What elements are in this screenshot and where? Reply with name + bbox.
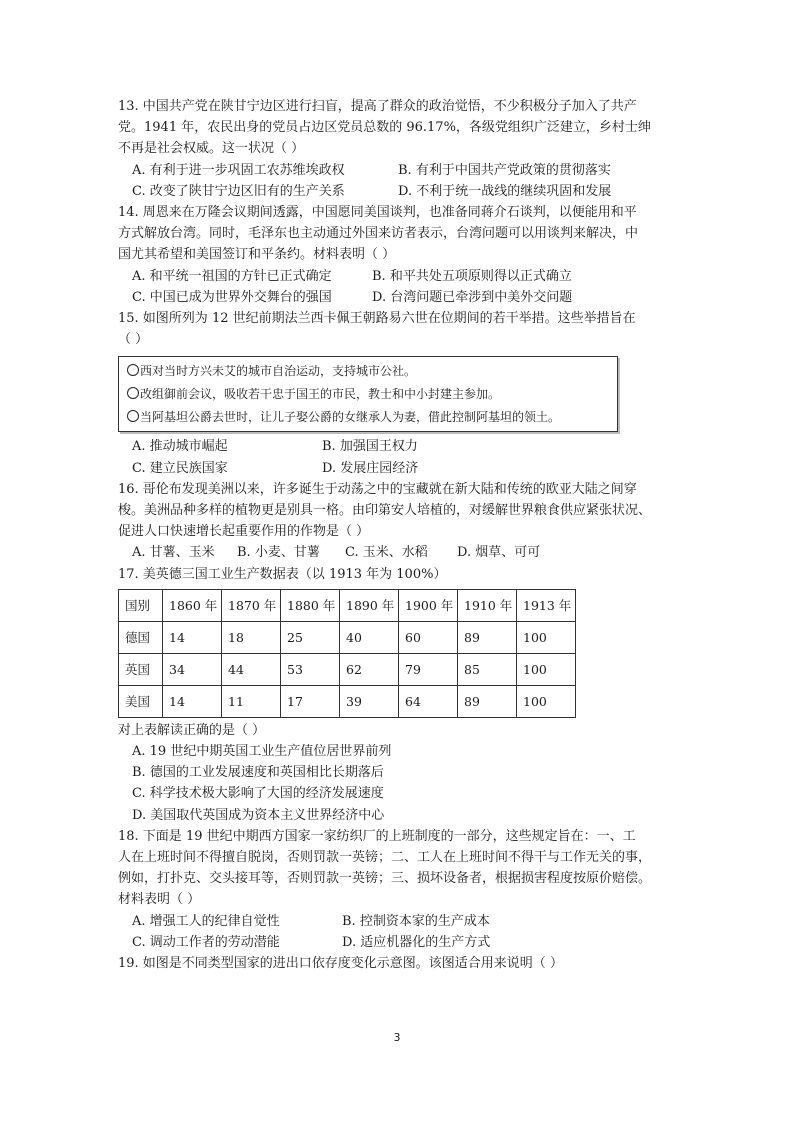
circle-bullet-icon <box>127 410 139 422</box>
question-text-line: 13. 中国共产党在陕甘宁边区进行扫盲，提高了群众的政治觉悟，不少积极分子加入了共产 <box>118 99 637 114</box>
table-row <box>119 621 576 653</box>
option-a: A. 推动城市崛起 <box>132 439 228 455</box>
option-d: D. 烟草、可可 <box>457 545 541 561</box>
table-cell: 64 <box>399 685 458 717</box>
options-row <box>118 181 678 202</box>
table-cell: 100 <box>517 621 576 653</box>
table-cell: 17 <box>281 685 340 717</box>
table-header-row <box>119 589 576 621</box>
option-d: D. 适应机器化的生产方式 <box>342 934 491 950</box>
table-row <box>119 685 576 717</box>
measure-text: 当阿基坦公爵去世时，让儿子娶公爵的女继承人为妻，借此控制阿基坦的领土。 <box>140 410 561 425</box>
measure-item <box>127 360 611 383</box>
measure-item <box>127 383 611 406</box>
option-c: C. 调动工作者的劳动潜能 <box>132 934 280 950</box>
table-cell: 40 <box>340 621 399 653</box>
circle-bullet-icon <box>127 387 139 399</box>
table-cell: 34 <box>163 653 222 685</box>
options-row <box>118 436 678 457</box>
option-c: C. 科学技术极大影响了大国的经济发展速度 <box>132 786 384 802</box>
option-b: B. 控制资本家的生产成本 <box>342 913 490 929</box>
page-number: 3 <box>393 1031 401 1044</box>
question-text-line: 不再是社会权威。这一状况（ ） <box>118 141 305 157</box>
question-text-line: 18. 下面是 19 世纪中期西方国家一家纺织厂的上班制度的一部分，这些规定旨在：一、工 <box>118 828 636 844</box>
options-row <box>118 266 678 287</box>
table-cell: 85 <box>458 653 517 685</box>
question-text-line: 促进人口快速增长起重要作用的作物是（ ） <box>118 524 370 540</box>
question-15 <box>118 308 678 479</box>
question-16 <box>118 479 678 564</box>
measures-box <box>118 356 618 432</box>
table-cell: 100 <box>517 653 576 685</box>
question-text-line: 材料表明（ ） <box>118 892 201 908</box>
options-row <box>118 458 678 479</box>
question-text-line: 梭。美洲品种多样的植物更是别具一格。由印第安人培植的，对缓解世界粮食供应紧张状况、 <box>118 503 652 519</box>
table-cell: 44 <box>222 653 281 685</box>
options-row <box>118 287 678 308</box>
question-text-line: 方式解放台湾。同时，毛泽东也主动通过外国来访者表示，台湾问题可以用谈判来解决，中 <box>118 226 639 242</box>
question-19 <box>118 953 678 974</box>
option-d: D. 不利于统一战线的继续巩固和发展 <box>398 183 612 199</box>
question-title: 17. 美英德三国工业生产数据表（以 1913 年为 100%） <box>118 566 447 582</box>
table-header-cell: 1860 年 <box>163 589 222 621</box>
question-text-line: 党。1941 年，农民出身的党员占边区党员总数的 96.17%，各级党组织广泛建立，乡村士绅 <box>118 120 651 136</box>
table-cell: 25 <box>281 621 340 653</box>
table-cell: 100 <box>517 685 576 717</box>
measure-text: 改组御前会议，吸收若干忠于国王的市民，教士和中小封建主参加。 <box>140 387 501 402</box>
table-cell: 德国 <box>119 621 163 653</box>
question-18 <box>118 826 678 953</box>
table-cell: 79 <box>399 653 458 685</box>
option-b: B. 小麦、甘薯 <box>237 545 320 561</box>
measure-item <box>127 406 611 429</box>
options-row <box>118 160 678 181</box>
table-header-cell: 1910 年 <box>458 589 517 621</box>
options-row <box>118 932 678 953</box>
question-text-line: 国尤其希望和美国签订和平条约。材料表明（ ） <box>118 247 396 263</box>
circle-bullet-icon <box>127 364 139 376</box>
option-b: B. 有利于中国共产党政策的贯彻落实 <box>398 162 611 178</box>
table-cell: 18 <box>222 621 281 653</box>
table-cell: 60 <box>399 621 458 653</box>
question-text-line: （ ） <box>118 332 149 348</box>
table-row <box>119 653 576 685</box>
question-stem: 对上表解读正确的是（ ） <box>118 722 266 738</box>
option-a: A. 和平统一祖国的方针已正式确定 <box>132 268 332 284</box>
option-d: D. 发展庄园经济 <box>322 460 419 476</box>
table-cell: 89 <box>458 621 517 653</box>
table-cell: 11 <box>222 685 281 717</box>
option-c: C. 建立民族国家 <box>132 460 228 476</box>
table-cell: 14 <box>163 621 222 653</box>
table-header-cell: 1890 年 <box>340 589 399 621</box>
question-17 <box>118 564 678 826</box>
option-c: C. 中国已成为世界外交舞台的强国 <box>132 289 332 305</box>
options-row <box>118 542 678 563</box>
option-a: A. 19 世纪中期英国工业生产值位居世界前列 <box>132 744 392 760</box>
option-a: A. 有利于进一步巩固工农苏维埃政权 <box>132 162 345 178</box>
page-content <box>118 96 678 974</box>
option-d: D. 美国取代英国成为资本主义世界经济中心 <box>132 807 385 823</box>
option-b: B. 和平共处五项原则得以正式确立 <box>372 268 572 284</box>
option-b: B. 德国的工业发展速度和英国相比长期落后 <box>132 765 384 781</box>
question-14 <box>118 202 678 308</box>
question-13 <box>118 96 678 202</box>
option-c: C. 玉米、水稻 <box>345 545 428 561</box>
table-cell: 62 <box>340 653 399 685</box>
question-text-line: 14. 周恩来在万隆会议期间透露，中国愿同美国谈判，也准备同蒋介石谈判，以便能用和平 <box>118 205 637 221</box>
option-b: B. 加强国王权力 <box>322 439 418 455</box>
question-text-line: 例如，打扑克、交头接耳等，否则罚款一英镑；三、损坏设备者，根据损害程度按原价赔偿。 <box>118 871 652 887</box>
table-cell: 53 <box>281 653 340 685</box>
table-header-cell: 1880 年 <box>281 589 340 621</box>
question-text-line: 16. 哥伦布发现美洲以来，许多诞生于动荡之中的宝藏就在新大陆和传统的欧亚大陆之间穿 <box>118 481 637 497</box>
table-header-cell: 1870 年 <box>222 589 281 621</box>
table-cell: 14 <box>163 685 222 717</box>
measure-text: 西对当时方兴未艾的城市自治运动，支持城市公社。 <box>140 364 417 379</box>
table-header-cell: 1900 年 <box>399 589 458 621</box>
table-cell: 39 <box>340 685 399 717</box>
table-cell: 英国 <box>119 653 163 685</box>
options-row <box>118 911 678 932</box>
option-a: A. 甘薯、玉米 <box>132 545 215 561</box>
question-text-line: 人在上班时间不得擅自脱岗，否则罚款一英镑；二、工人在上班时间不得干与工作无关的事， <box>118 850 652 866</box>
table-cell: 美国 <box>119 685 163 717</box>
option-a: A. 增强工人的纪律自觉性 <box>132 913 280 929</box>
table-header-cell: 1913 年 <box>517 589 576 621</box>
option-c: C. 改变了陕甘宁边区旧有的生产关系 <box>132 183 345 199</box>
option-d: D. 台湾问题已牵涉到中美外交问题 <box>372 289 573 305</box>
question-text-line: 19. 如图是不同类型国家的进出口依存度变化示意图。该图适合用来说明（ ） <box>118 956 563 972</box>
table-cell: 89 <box>458 685 517 717</box>
industry-data-table <box>118 589 576 718</box>
question-text-line: 15. 如图所列为 12 世纪前期法兰西卡佩王朝路易六世在位期间的若干举措。这些举措旨在 <box>118 311 636 327</box>
table-header-cell: 国别 <box>119 589 163 621</box>
